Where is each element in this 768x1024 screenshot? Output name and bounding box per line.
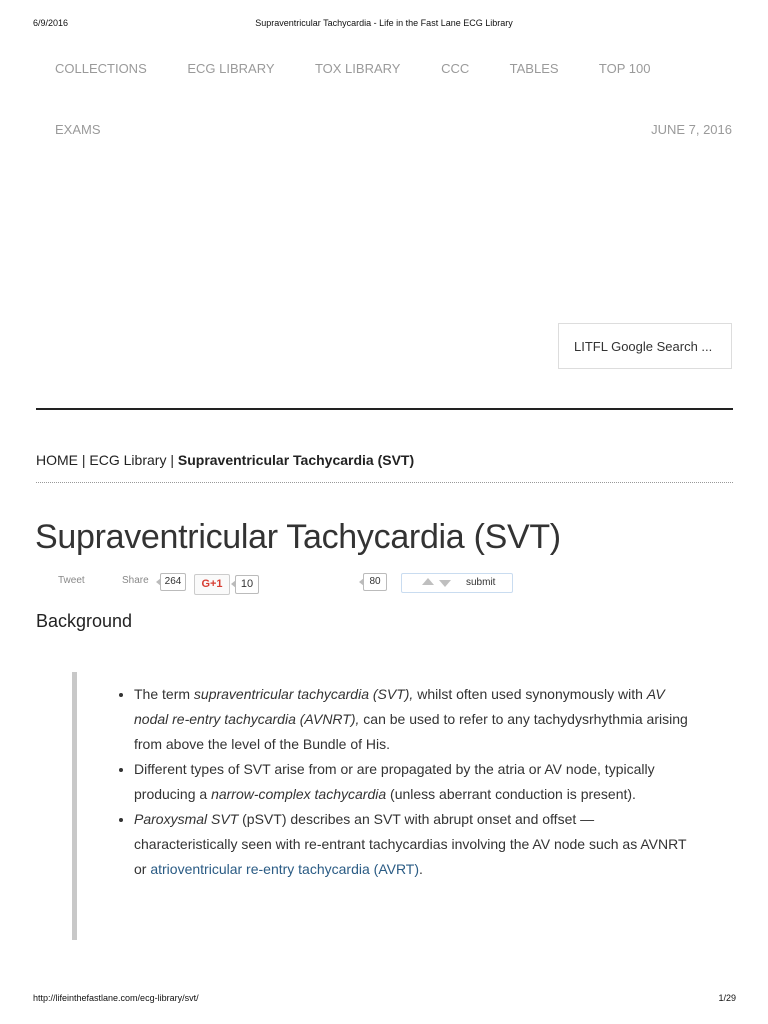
page-title: Supraventricular Tachycardia (SVT) <box>35 518 561 556</box>
nav-item-top-100[interactable]: TOP 100 <box>598 61 651 76</box>
reddit-count: 80 <box>363 573 387 591</box>
nav-item-tox-library[interactable]: TOX LIBRARY <box>314 61 401 76</box>
bullet-text: The term <box>134 686 194 702</box>
print-url: http://lifeinthefastlane.com/ecg-library/svt/ <box>33 993 199 1003</box>
list-item <box>134 757 694 807</box>
bullet-italic-text: supraventricular tachycardia (SVT), <box>193 686 414 702</box>
nav-date: JUNE 7, 2016 <box>651 122 732 137</box>
bullet-text: whilst often used synonymously with <box>413 686 647 702</box>
share-count: 264 <box>160 573 186 591</box>
bullet-text: can be used to refer to any tachydysrhythmia arising from above the level of the Bundle of His. <box>134 711 688 752</box>
breadcrumb-home[interactable]: HOME <box>36 452 78 468</box>
bullet-italic-text: AV nodal re-entry tachycardia (AVNRT), <box>134 686 665 727</box>
breadcrumb <box>36 452 414 468</box>
reddit-submit-button[interactable] <box>401 573 513 593</box>
list-item <box>134 682 694 757</box>
breadcrumb-separator: | <box>166 452 178 468</box>
bullet-text: Different types of SVT arise from or are propagated by the atria or AV node, typically producing a <box>134 761 655 802</box>
search-input[interactable] <box>558 323 732 369</box>
breadcrumb-ecg-library[interactable]: ECG Library <box>89 452 167 468</box>
breadcrumb-divider <box>36 482 733 483</box>
nav-item-collections[interactable]: COLLECTIONS <box>55 61 147 76</box>
nav-item-ecg-library[interactable]: ECG LIBRARY <box>187 61 275 76</box>
blockquote-bar <box>72 672 77 940</box>
header-divider <box>36 408 733 410</box>
list-item <box>134 807 694 882</box>
print-title: Supraventricular Tachycardia - Life in the Fast Lane ECG Library <box>255 18 513 28</box>
bullet-italic-text: narrow-complex tachycardia <box>211 786 387 802</box>
tweet-button[interactable]: Tweet <box>58 575 85 586</box>
background-list <box>114 682 694 882</box>
share-button[interactable]: Share <box>122 575 149 586</box>
nav-item-tables[interactable]: TABLES <box>509 61 559 76</box>
submit-label: submit <box>466 577 496 588</box>
breadcrumb-separator: | <box>78 452 90 468</box>
downvote-arrow-icon[interactable] <box>439 580 451 587</box>
upvote-arrow-icon[interactable] <box>422 578 434 585</box>
bullet-italic-text: Paroxysmal SVT <box>134 811 239 827</box>
search-placeholder: LITFL Google Search ... <box>574 339 713 354</box>
bullet-text: (pSVT) describes an SVT with abrupt onset and offset — characteristically seen with re-entrant tachycardias involving the AV node such as AVNRT or <box>134 811 687 877</box>
google-plus-count: 10 <box>235 575 259 594</box>
breadcrumb-current: Supraventricular Tachycardia (SVT) <box>177 452 415 468</box>
section-heading-background: Background <box>36 611 133 631</box>
google-plus-button[interactable]: G+1 <box>194 574 230 595</box>
print-page-number: 1/29 <box>718 993 736 1003</box>
nav-item-exams[interactable]: EXAMS <box>55 122 101 137</box>
print-date: 6/9/2016 <box>33 18 69 28</box>
bullet-text: . <box>419 861 423 877</box>
nav-item-ccc[interactable]: CCC <box>441 61 470 76</box>
avrt-link[interactable]: atrioventricular re-entry tachycardia (AVRT) <box>150 861 420 877</box>
bullet-text: (unless aberrant conduction is present). <box>386 786 636 802</box>
